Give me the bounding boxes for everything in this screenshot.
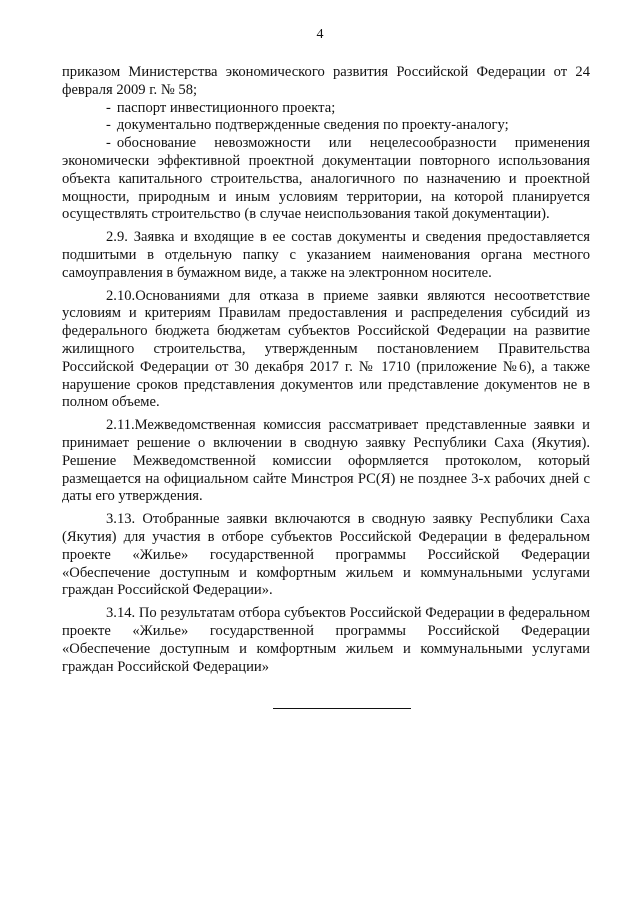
requirements-list xyxy=(62,100,590,225)
list-item-text: обоснование невозможности или нецелесообразности применения экономически эффективной проектной документации повторного использования объекта капитального строительства, аналогичного по назначению и проектной мощности, природным и иным условиям территории, на которой планируется осуществлять строительство (в случае неиспользования такой документации). xyxy=(62,135,590,223)
list-item-text: документально подтвержденные сведения по проекту-аналогу; xyxy=(116,117,509,134)
paragraph-2-10: 2.10.Основаниями для отказа в приеме заявки являются несоответствие условиям и критериям Правилам предоставления и распределения субсидий из федерального бюджета бюджетам субъектов Российской Федерации на развитие жилищного строительства, утвержденным постановлением Правительства Российской Федерации от 30 декабря 2017 г. № 1710 (приложение №6), а также нарушение сроков представления документов или представление документов не в полном объеме. xyxy=(62,287,590,411)
intro-paragraph: приказом Министерства экономического развития Российской Федерации от 24 февраля 2009 г. № 58; xyxy=(62,64,590,98)
list-marker: - xyxy=(106,99,111,116)
list-item xyxy=(62,100,590,118)
list-item xyxy=(62,117,590,135)
page-number: 4 xyxy=(316,27,324,42)
end-separator-line xyxy=(273,708,411,709)
list-item xyxy=(62,135,590,224)
paragraph-3-14: 3.14. По результатам отбора субъектов Российской Федерации в федеральном проекте «Жилье» государственной программы Российской Федерации «Обеспечение доступным и комфортным жильем и коммунальными услугами граждан Российской Федерации» xyxy=(62,605,590,675)
document-body xyxy=(62,64,590,681)
paragraph-2-9: 2.9. Заявка и входящие в ее состав документы и сведения предоставляется подшитыми в отдельную папку с указанием наименования органа местного самоуправления в бумажном виде, а также на электронном носителе. xyxy=(62,229,590,281)
paragraph-2-11: 2.11.Межведомственная комиссия рассматривает представленные заявки и принимает решение о включении в сводную заявку Республики Саха (Якутия). Решение Межведомственной комиссии оформляется протоколом, который размещается на официальном сайте Минстроя РС(Я) не позднее 3-х рабочих дней с даты его утверждения. xyxy=(62,417,590,505)
list-marker: - xyxy=(106,117,111,134)
list-item-text: паспорт инвестиционного проекта; xyxy=(116,99,336,116)
list-marker: - xyxy=(106,135,111,152)
paragraph-3-13: 3.13. Отобранные заявки включаются в сводную заявку Республики Саха (Якутия) для участия в отборе субъектов Российской Федерации в федеральном проекте «Жилье» государственной программы Российской Федерации «Обеспечение доступным и комфортным жильем и коммунальными услугами граждан Российской Федерации». xyxy=(62,511,590,599)
